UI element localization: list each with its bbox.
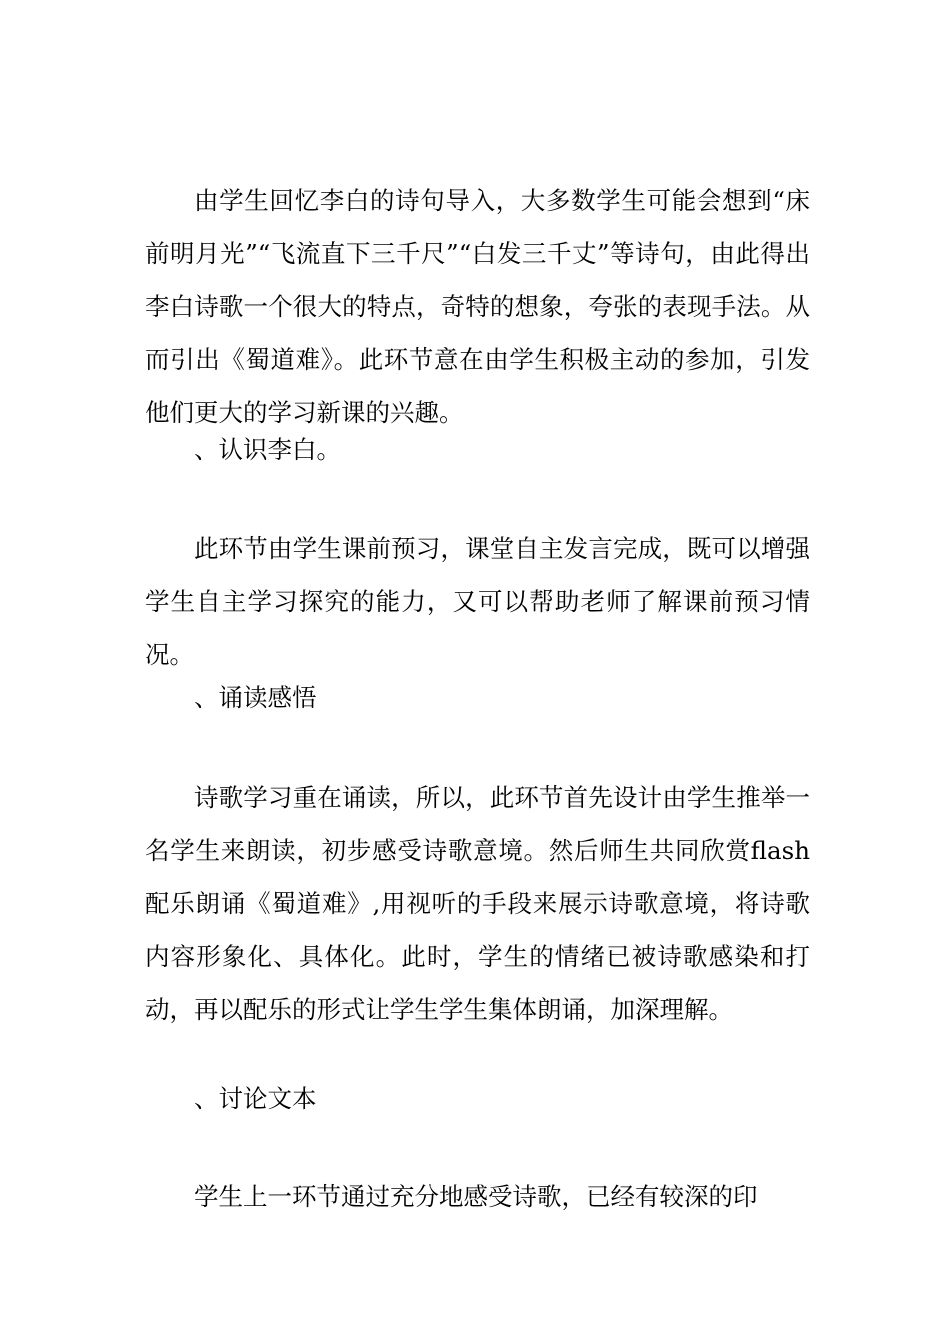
paragraph-discussion: 学生上一环节通过充分地感受诗歌，已经有较深的印 (194, 1182, 758, 1211)
section-heading-discussion: 、讨论文本 (194, 1084, 317, 1113)
paragraph-intro: 由学生回忆李白的诗句导入，大多数学生可能会想到“床前明月光”“飞流直下三千尺”“白发三千丈”等诗句，由此得出李白诗歌一个很大的特点，奇特的想象，夸张的表现手法。从而引出《蜀道难》。此环节意在由学生积极主动的参加，引发他们更大的学习新课的兴趣。 (145, 186, 810, 427)
section-heading-recitation: 、诵读感悟 (194, 683, 317, 712)
paragraph-recitation: 诗歌学习重在诵读，所以，此环节首先设计由学生推举一名学生来朗读，初步感受诗歌意境。然后师生共同欣赏flash配乐朗诵《蜀道难》,用视听的手段来展示诗歌意境，将诗歌内容形象化、具体化。此时，学生的情绪已被诗歌感染和打动，再以配乐的形式让学生学生集体朗诵，加深理解。 (145, 783, 810, 1024)
section-heading-know-li-bai: 、认识李白。 (194, 435, 341, 464)
paragraph-preview: 此环节由学生课前预习，课堂自主发言完成，既可以增强学生自主学习探究的能力，又可以帮助老师了解课前预习情况。 (145, 534, 810, 669)
